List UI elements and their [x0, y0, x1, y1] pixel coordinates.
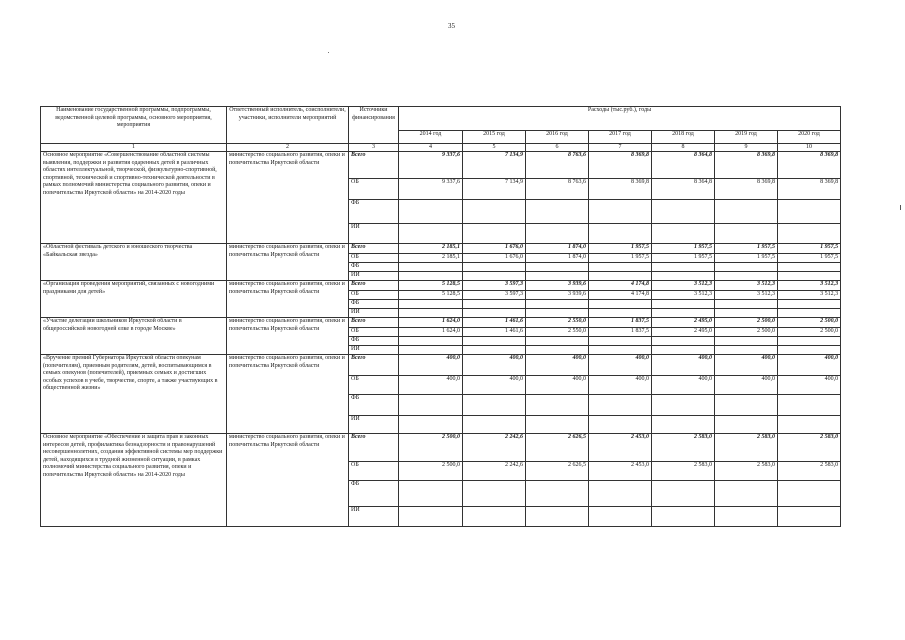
- expense-value: 3 597,3: [463, 281, 526, 291]
- expense-value: [778, 263, 841, 272]
- header-year: 2018 год: [652, 131, 715, 144]
- expense-value: 2 495,0: [652, 318, 715, 328]
- expense-value: [652, 300, 715, 309]
- expense-value: [526, 272, 589, 281]
- expense-value: [526, 507, 589, 527]
- header-year: 2016 год: [526, 131, 589, 144]
- page-number: 35: [448, 22, 455, 30]
- expense-value: 2 500,0: [399, 434, 463, 462]
- expense-value: 2 583,0: [715, 462, 778, 481]
- funding-source: ИИ: [349, 346, 399, 355]
- expense-value: 4 174,8: [589, 291, 652, 300]
- expense-value: [715, 507, 778, 527]
- funding-source: Всего: [349, 281, 399, 291]
- expense-value: [652, 346, 715, 355]
- funding-source: ФБ: [349, 337, 399, 346]
- expense-value: [778, 416, 841, 434]
- funding-source: ФБ: [349, 395, 399, 416]
- expense-value: [526, 481, 589, 507]
- expense-value: [399, 272, 463, 281]
- header-name: Наименование государственной программы, подпрограммы, ведомственной целевой программы, основного мероприятия, мероприятия: [41, 107, 227, 144]
- header-responsible: Ответственный исполнитель, соисполнители, участники, исполнители мероприятий: [227, 107, 349, 144]
- funding-source: Всего: [349, 434, 399, 462]
- expense-value: 3 597,3: [463, 291, 526, 300]
- funding-source: ОБ: [349, 254, 399, 263]
- expense-value: [399, 346, 463, 355]
- expense-value: 400,0: [463, 376, 526, 395]
- funding-source: ИИ: [349, 224, 399, 244]
- expense-value: [778, 272, 841, 281]
- responsible-executor: министерство социального развития, опеки и попечительства Иркутской области: [227, 152, 349, 244]
- expense-value: [399, 507, 463, 527]
- expense-value: 8 364,8: [652, 179, 715, 200]
- expense-value: [715, 224, 778, 244]
- expense-value: 1 957,5: [778, 244, 841, 254]
- expense-value: 2 500,0: [778, 318, 841, 328]
- funding-source: ИИ: [349, 309, 399, 318]
- expense-value: 400,0: [589, 355, 652, 376]
- funding-source: ОБ: [349, 179, 399, 200]
- expense-value: 400,0: [778, 376, 841, 395]
- expense-value: [463, 507, 526, 527]
- expense-value: 1 957,5: [589, 244, 652, 254]
- expense-value: 400,0: [463, 355, 526, 376]
- expense-value: 2 185,1: [399, 244, 463, 254]
- expense-value: 2 500,0: [715, 328, 778, 337]
- expense-value: [399, 337, 463, 346]
- measure-name: Основное мероприятие «Совершенствование областной системы выявления, поддержки и развития одаренных детей в различных областях интеллектуальной, творческой, физкультурно-спортивной, спортивной, технической и спортивно-технической деятельности в рамках полномочий министерства социального развития, опеки и попечительства Иркутской области» на 2014-2020 годы: [41, 152, 227, 244]
- expense-value: 8 364,8: [652, 152, 715, 179]
- expense-value: [399, 263, 463, 272]
- expense-value: 1 957,5: [652, 254, 715, 263]
- expense-value: [778, 395, 841, 416]
- expense-value: 400,0: [526, 376, 589, 395]
- expense-value: 1 624,0: [399, 318, 463, 328]
- header-source: Источники финансирования: [349, 107, 399, 144]
- expense-value: [463, 337, 526, 346]
- table-row: [41, 318, 841, 328]
- column-number: 2: [227, 144, 349, 152]
- expense-value: [589, 272, 652, 281]
- expense-value: 8 369,8: [715, 179, 778, 200]
- expense-value: 7 134,9: [463, 179, 526, 200]
- expense-value: 3 512,3: [715, 291, 778, 300]
- expense-value: [463, 272, 526, 281]
- expense-value: [652, 263, 715, 272]
- expense-value: [463, 416, 526, 434]
- column-number: 4: [399, 144, 463, 152]
- expense-value: 2 583,0: [778, 462, 841, 481]
- expense-value: [463, 309, 526, 318]
- measure-name: «Областной фестиваль детского и юношеского творчества «Байкальская звезда»: [41, 244, 227, 281]
- expense-value: 2 495,0: [652, 328, 715, 337]
- expense-value: 1 957,5: [652, 244, 715, 254]
- expense-value: 2 626,5: [526, 462, 589, 481]
- table-row: [41, 434, 841, 462]
- expense-value: 1 624,0: [399, 328, 463, 337]
- expense-value: 400,0: [715, 355, 778, 376]
- expense-value: 2 242,6: [463, 434, 526, 462]
- funding-source: Всего: [349, 355, 399, 376]
- measure-name: «Вручение премий Губернатора Иркутской области опекунам (попечителям), приемным родителям, детей, воспитывающимся в семьях опекунов (попечителей), приемных семьях и достигших особых успехов в учебе, творчестве, спорте, а также участвующих в общественной жизни»: [41, 355, 227, 434]
- expense-value: [715, 272, 778, 281]
- expense-value: [463, 346, 526, 355]
- expense-value: [589, 416, 652, 434]
- funding-source: ИИ: [349, 507, 399, 527]
- expense-value: 400,0: [589, 376, 652, 395]
- expense-value: [715, 337, 778, 346]
- budget-table: [40, 106, 841, 527]
- expense-value: 5 128,5: [399, 281, 463, 291]
- expense-value: [778, 481, 841, 507]
- expense-value: [778, 337, 841, 346]
- expense-value: 1 957,5: [715, 244, 778, 254]
- expense-value: [589, 507, 652, 527]
- expense-value: 2 550,0: [526, 318, 589, 328]
- expense-value: [526, 346, 589, 355]
- expense-value: 2 242,6: [463, 462, 526, 481]
- funding-source: ОБ: [349, 376, 399, 395]
- measure-name: «Организация проведения мероприятий, связанных с новогодними праздниками для детей»: [41, 281, 227, 318]
- expense-value: [715, 309, 778, 318]
- expense-value: 3 512,3: [652, 291, 715, 300]
- funding-source: Всего: [349, 318, 399, 328]
- expense-value: 400,0: [652, 376, 715, 395]
- header-year: 2020 год: [778, 131, 841, 144]
- expense-value: 2 185,1: [399, 254, 463, 263]
- expense-value: [715, 481, 778, 507]
- expense-value: [463, 224, 526, 244]
- expense-value: 1 676,0: [463, 254, 526, 263]
- expense-value: 400,0: [652, 355, 715, 376]
- expense-value: 400,0: [778, 355, 841, 376]
- expense-value: [778, 224, 841, 244]
- expense-value: 1 874,0: [526, 254, 589, 263]
- expense-value: [589, 309, 652, 318]
- expense-value: 1 957,5: [715, 254, 778, 263]
- column-number: 9: [715, 144, 778, 152]
- expense-value: [652, 416, 715, 434]
- expense-value: 1 837,5: [589, 328, 652, 337]
- expense-value: [652, 337, 715, 346]
- expense-value: [778, 200, 841, 224]
- expense-value: 3 512,3: [778, 281, 841, 291]
- expense-value: [526, 200, 589, 224]
- expense-value: 2 583,0: [778, 434, 841, 462]
- expense-value: [652, 200, 715, 224]
- expense-value: [715, 416, 778, 434]
- table-row: [41, 244, 841, 254]
- expense-value: [589, 300, 652, 309]
- expense-value: 8 763,6: [526, 179, 589, 200]
- expense-value: [778, 309, 841, 318]
- expense-value: [652, 309, 715, 318]
- expense-value: 8 369,8: [778, 179, 841, 200]
- column-number: 7: [589, 144, 652, 152]
- expense-value: 8 369,8: [778, 152, 841, 179]
- expense-value: 400,0: [526, 355, 589, 376]
- measure-name: «Участие делегации школьников Иркутской области в общероссийской новогодней елке в городе Москве»: [41, 318, 227, 355]
- column-number: 5: [463, 144, 526, 152]
- expense-value: [399, 300, 463, 309]
- expense-value: 2 500,0: [715, 318, 778, 328]
- expense-value: [589, 481, 652, 507]
- header-year: 2014 год: [399, 131, 463, 144]
- column-number: 1: [41, 144, 227, 152]
- expense-value: [715, 395, 778, 416]
- expense-value: 400,0: [399, 376, 463, 395]
- expense-value: 3 939,6: [526, 291, 589, 300]
- funding-source: Всего: [349, 152, 399, 179]
- expense-value: 1 837,5: [589, 318, 652, 328]
- expense-value: 1 957,5: [778, 254, 841, 263]
- header-year: 2015 год: [463, 131, 526, 144]
- expense-value: 1 461,6: [463, 318, 526, 328]
- expense-value: 8 369,8: [589, 152, 652, 179]
- expense-value: [652, 507, 715, 527]
- expense-value: [399, 395, 463, 416]
- expense-value: 1 461,6: [463, 328, 526, 337]
- expense-value: [589, 200, 652, 224]
- scan-mark: [900, 205, 901, 210]
- expense-value: [463, 481, 526, 507]
- expense-value: 3 512,3: [652, 281, 715, 291]
- expense-value: 9 337,6: [399, 152, 463, 179]
- expense-value: [652, 481, 715, 507]
- scan-speck: [328, 52, 329, 53]
- expense-value: [526, 263, 589, 272]
- funding-source: ФБ: [349, 300, 399, 309]
- funding-source: ФБ: [349, 481, 399, 507]
- table-row: [41, 281, 841, 291]
- column-number: 8: [652, 144, 715, 152]
- expense-value: [463, 395, 526, 416]
- expense-value: 2 453,0: [589, 434, 652, 462]
- responsible-executor: министерство социального развития, опеки и попечительства Иркутской области: [227, 434, 349, 527]
- funding-source: ИИ: [349, 272, 399, 281]
- expense-value: [778, 300, 841, 309]
- expense-value: [526, 309, 589, 318]
- funding-source: ФБ: [349, 263, 399, 272]
- expense-value: 3 512,3: [778, 291, 841, 300]
- expense-value: [715, 346, 778, 355]
- table-row: [41, 152, 841, 179]
- expense-value: 2 500,0: [778, 328, 841, 337]
- responsible-executor: министерство социального развития, опеки и попечительства Иркутской области: [227, 244, 349, 281]
- expense-value: 2 550,0: [526, 328, 589, 337]
- expense-value: [399, 224, 463, 244]
- expense-value: [526, 395, 589, 416]
- expense-value: 9 337,6: [399, 179, 463, 200]
- expense-value: 7 134,9: [463, 152, 526, 179]
- expense-value: [652, 272, 715, 281]
- expense-value: 1 957,5: [589, 254, 652, 263]
- expense-value: 2 583,0: [652, 434, 715, 462]
- expense-value: [715, 300, 778, 309]
- table-row: [41, 355, 841, 376]
- expense-value: [589, 263, 652, 272]
- expense-value: [589, 337, 652, 346]
- header-expenses: Расходы (тыс.руб.), годы: [399, 107, 841, 131]
- expense-value: 3 512,3: [715, 281, 778, 291]
- expense-value: 400,0: [715, 376, 778, 395]
- funding-source: ОБ: [349, 328, 399, 337]
- expense-value: 1 874,0: [526, 244, 589, 254]
- expense-value: 8 369,8: [715, 152, 778, 179]
- expense-value: [778, 507, 841, 527]
- expense-value: 3 939,6: [526, 281, 589, 291]
- expense-value: [589, 346, 652, 355]
- expense-value: [399, 200, 463, 224]
- measure-name: Основное мероприятие «Обеспечение и защита прав и законных интересов детей, профилактика безнадзорности и правонарушений несовершеннолетних, создания эффективной системы мер поддержки детей, находящихся в трудной жизненной ситуации, в рамках полномочий министерства социального развития, опеки и попечительства Иркутской области» на 2014-2020 годы: [41, 434, 227, 527]
- expense-value: 4 174,8: [589, 281, 652, 291]
- expense-value: [715, 263, 778, 272]
- expense-value: [589, 395, 652, 416]
- funding-source: ОБ: [349, 462, 399, 481]
- expense-value: [526, 337, 589, 346]
- expense-value: 2 583,0: [715, 434, 778, 462]
- column-number: 10: [778, 144, 841, 152]
- expense-value: [652, 395, 715, 416]
- responsible-executor: министерство социального развития, опеки и попечительства Иркутской области: [227, 281, 349, 318]
- expense-value: [463, 200, 526, 224]
- funding-source: Всего: [349, 244, 399, 254]
- expense-value: [589, 224, 652, 244]
- header-year: 2019 год: [715, 131, 778, 144]
- expense-value: [778, 346, 841, 355]
- expense-value: 8 369,8: [589, 179, 652, 200]
- expense-value: [399, 309, 463, 318]
- expense-value: [399, 416, 463, 434]
- expense-value: 8 763,6: [526, 152, 589, 179]
- expense-value: 2 500,0: [399, 462, 463, 481]
- expense-value: 2 453,0: [589, 462, 652, 481]
- responsible-executor: министерство социального развития, опеки и попечительства Иркутской области: [227, 355, 349, 434]
- expense-value: [715, 200, 778, 224]
- column-number: 6: [526, 144, 589, 152]
- expense-value: [526, 416, 589, 434]
- funding-source: ИИ: [349, 416, 399, 434]
- expense-value: [526, 300, 589, 309]
- expense-value: [463, 263, 526, 272]
- funding-source: ОБ: [349, 291, 399, 300]
- expense-value: [399, 481, 463, 507]
- expense-value: [652, 224, 715, 244]
- expense-value: 2 583,0: [652, 462, 715, 481]
- funding-source: ФБ: [349, 200, 399, 224]
- expense-value: [463, 300, 526, 309]
- expense-value: 5 128,5: [399, 291, 463, 300]
- header-year: 2017 год: [589, 131, 652, 144]
- expense-value: 1 676,0: [463, 244, 526, 254]
- expense-value: 400,0: [399, 355, 463, 376]
- expense-value: 2 626,5: [526, 434, 589, 462]
- expense-value: [526, 224, 589, 244]
- responsible-executor: министерство социального развития, опеки и попечительства Иркутской области: [227, 318, 349, 355]
- column-number: 3: [349, 144, 399, 152]
